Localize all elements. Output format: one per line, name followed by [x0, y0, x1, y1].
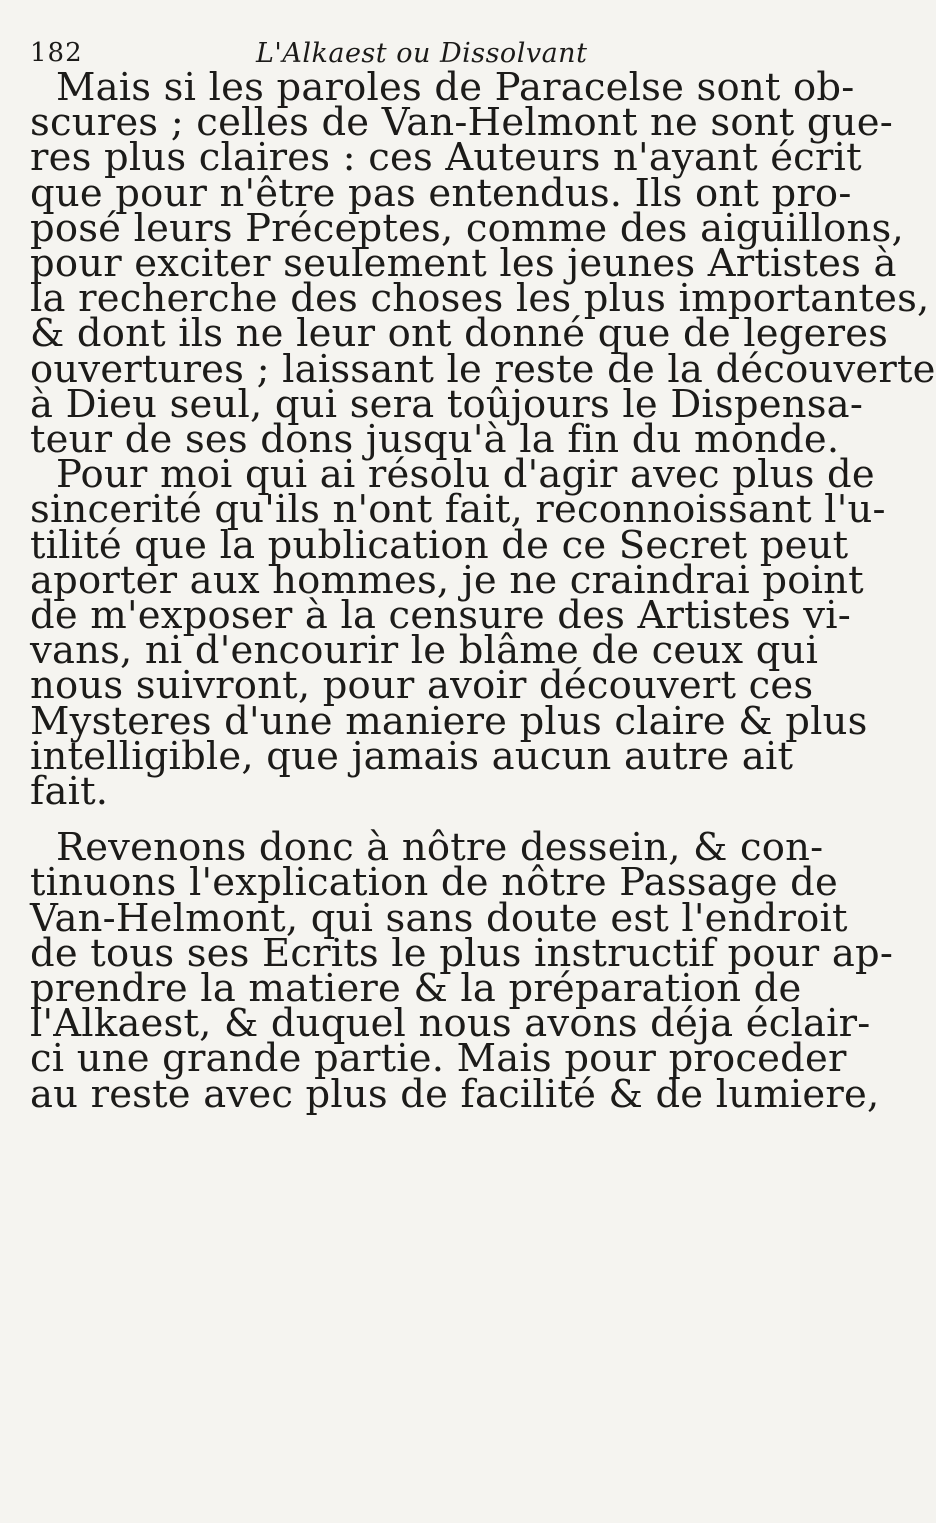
text-line: tilité que la publication de ce Secret peut [30, 522, 849, 568]
text-line: Van-Helmont, qui sans doute est l'endroit [30, 895, 848, 941]
text-line: tinuons l'explication de nôtre Passage de [30, 860, 838, 906]
page-number: 182 [30, 38, 83, 68]
text-line: ouvertures ; laissant le reste de la découverte [30, 346, 936, 392]
text-line: Mais si les paroles de Paracelse sont ob- [56, 65, 855, 110]
text-line: que pour n'être pas entendus. Ils ont pro- [30, 170, 852, 216]
text-line: Revenons donc à nôtre dessein, & con- [56, 825, 824, 871]
text-line: à Dieu seul, qui sera toûjours le Dispensa- [30, 381, 864, 427]
text-line: de tous ses Ecrits le plus instructif pour ap- [30, 930, 894, 976]
text-line: la recherche des choses les plus importantes, [30, 276, 930, 322]
text-line: ci une grande partie. Mais pour proceder [30, 1036, 847, 1082]
text-line: posé leurs Préceptes, comme des aiguillons, [30, 205, 904, 251]
text-line: aporter aux hommes, je ne craindrai point [30, 557, 864, 603]
text-line: Pour moi qui ai résolu d'agir avec plus de [56, 452, 875, 498]
text-line: au reste avec plus de facilité & de lumiere, [30, 1071, 880, 1117]
paragraph-2 [30, 452, 886, 815]
text-line: de m'exposer à la censure des Artistes vi- [30, 593, 851, 639]
text-line: intelligible, que jamais aucun autre ait [30, 733, 794, 779]
paragraph-1 [30, 65, 936, 463]
text-line: Mysteres d'une maniere plus claire & plus [30, 698, 868, 744]
text-line: nous suivront, pour avoir découvert ces [30, 663, 814, 709]
text-line: l'Alkaest, & duquel nous avons déja éclair- [30, 1001, 871, 1047]
text-line: prendre la matiere & la préparation de [30, 966, 802, 1012]
text-line: scures ; celles de Van-Helmont ne sont gue- [30, 100, 893, 146]
text-line: fait. [30, 769, 109, 815]
text-line: sincerité qu'ils n'ont fait, reconnoissant l'u- [30, 487, 886, 533]
text-line: vans, ni d'encourir le blâme de ceux qui [30, 628, 819, 674]
text-line: res plus claires : ces Auteurs n'ayant écrit [30, 135, 862, 181]
paragraph-3 [30, 825, 894, 1117]
text-line: teur de ses dons jusqu'à la fin du monde. [30, 417, 840, 463]
body-text [30, 65, 936, 1117]
running-title: L'Alkaest ou Dissolvant [256, 38, 588, 69]
text-line: & dont ils ne leur ont donné que de legeres [30, 311, 889, 357]
text-line: pour exciter seulement les jeunes Artistes à [30, 241, 897, 287]
